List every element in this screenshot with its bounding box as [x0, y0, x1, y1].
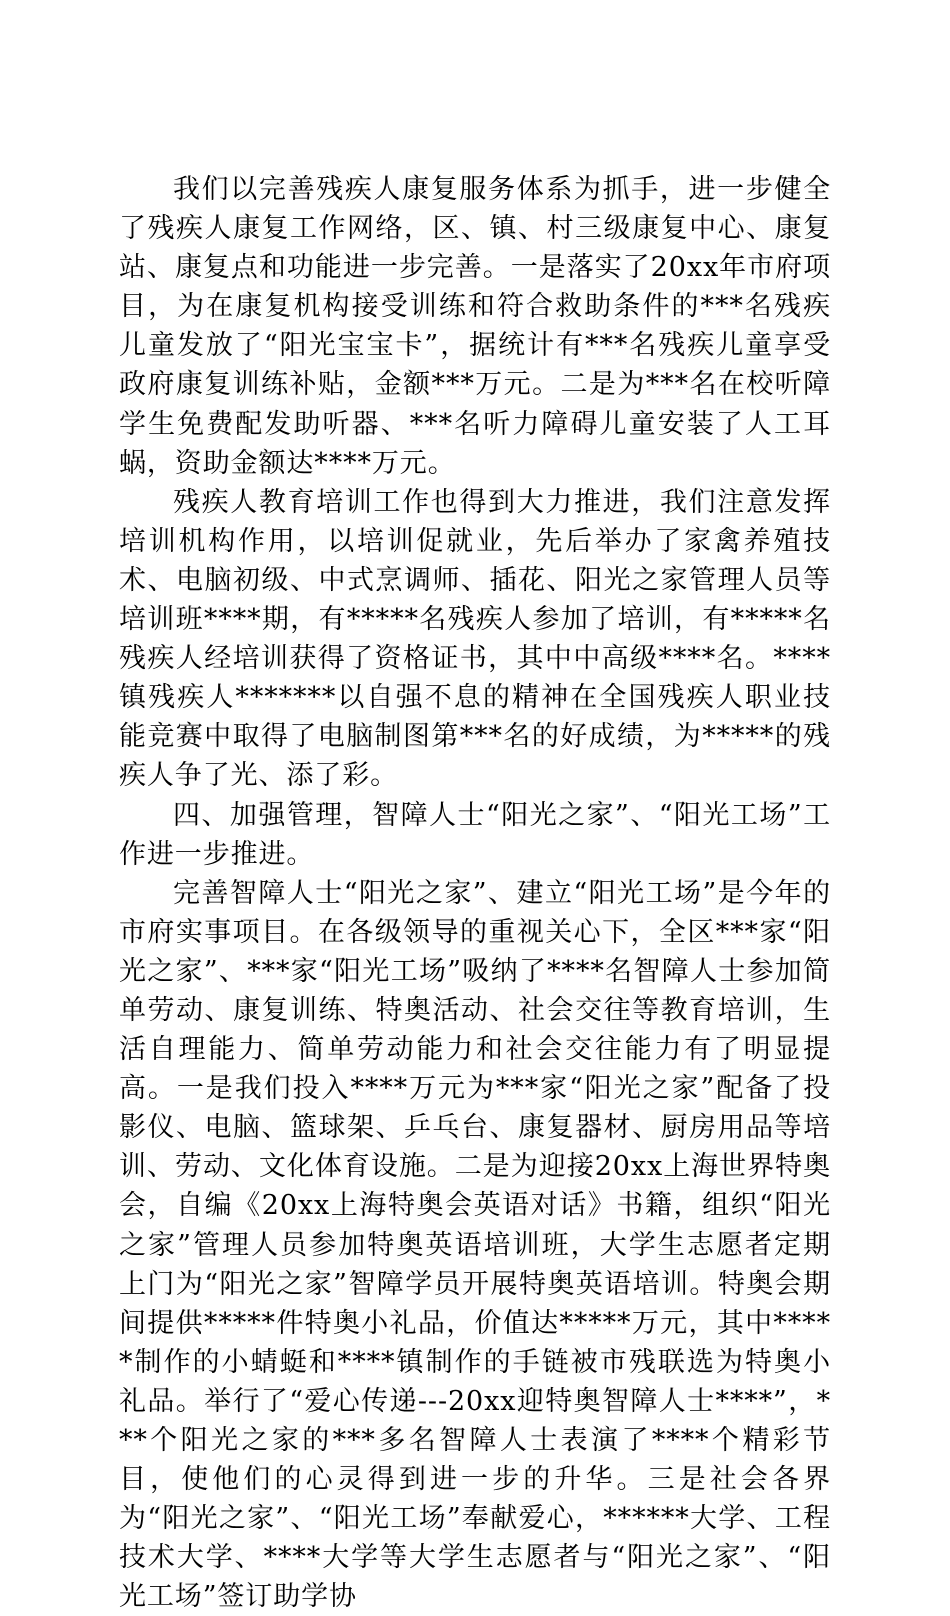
section-heading-sunshine-home: 四、加强管理，智障人士“阳光之家”、“阳光工场”工作进一步推进。	[119, 799, 831, 870]
paragraph-sunshine-home: 完善智障人士“阳光之家”、建立“阳光工场”是今年的市府实事项目。在各级领导的重视关心下，全区***家“阳光之家”、***家“阳光工场”吸纳了****名智障人士参加简单劳动、康复训练、特奥活动、社会交往等教育培训，生活自理能力、简单劳动能力和社会交往能力有了明显提高。一是我们投入****万元为***家“阳光之家”配备了投影仪、电脑、篮球架、乒乓台、康复器材、厨房用品等培训、劳动、文化体育设施。二是为迎接20xx上海世界特奥会，自编《20xx上海特奥会英语对话》书籍，组织“阳光之家”管理人员参加特奥英语培训班，大学生志愿者定期上门为“阳光之家”智障学员开展特奥英语培训。特奥会期间提供*****件特奥小礼品，价值达*****万元，其中*****制作的小蜻蜓和****镇制作的手链被市残联选为特奥小礼品。举行了“爱心传递---20xx迎特奥智障人士****”，***个阳光之家的***多名智障人士表演了****个精彩节目，使他们的心灵得到进一步的升华。三是社会各界为“阳光之家”、“阳光工场”奉献爱心，******大学、工程技术大学、****大学等大学生志愿者与“阳光之家”、“阳光工场”签订助学协	[119, 877, 831, 1613]
paragraph-education-training: 残疾人教育培训工作也得到大力推进，我们注意发挥培训机构作用，以培训促就业，先后举办了家禽养殖技术、电脑初级、中式烹调师、插花、阳光之家管理人员等培训班****期，有*****名残疾人参加了培训，有*****名残疾人经培训获得了资格证书，其中中高级****名。****镇残疾人*******以自强不息的精神在全国残疾人职业技能竞赛中取得了电脑制图第***名的好成绩，为*****的残疾人争了光、添了彩。	[119, 486, 831, 792]
paragraph-rehabilitation: 我们以完善残疾人康复服务体系为抓手，进一步健全了残疾人康复工作网络，区、镇、村三级康复中心、康复站、康复点和功能进一步完善。一是落实了20xx年市府项目，为在康复机构接受训练和符合救助条件的***名残疾儿童发放了“阳光宝宝卡”，据统计有***名残疾儿童享受政府康复训练补贴，金额***万元。二是为***名在校听障学生免费配发助听器、***名听力障碍儿童安装了人工耳蜗，资助金额达****万元。	[119, 174, 831, 479]
document-body	[119, 170, 831, 1616]
